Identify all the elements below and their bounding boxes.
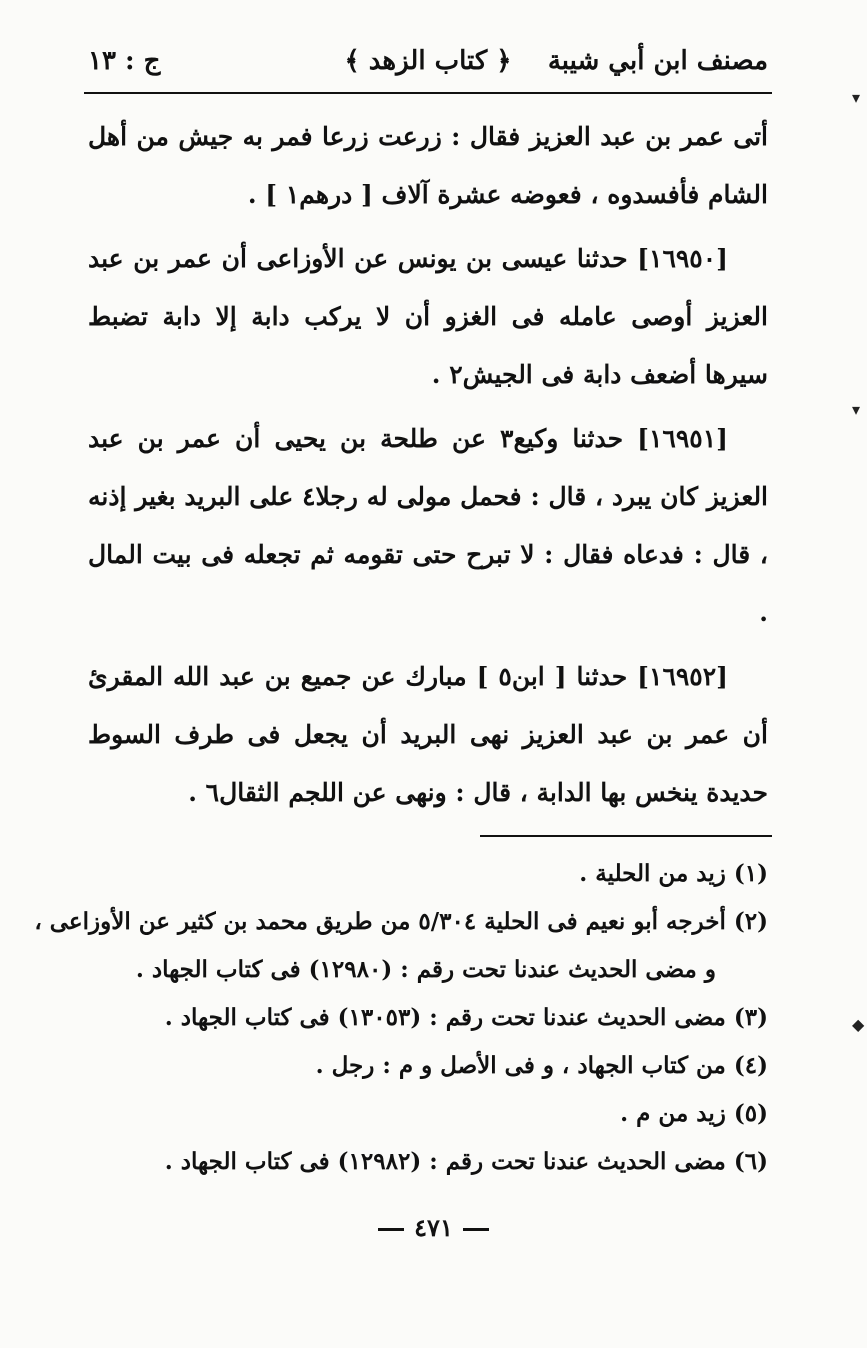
footnote-2: (٢) أخرجه أبو نعيم فى الحلية ٥/٣٠٤ من طريق محمد بن كثير عن الأوزاعى ، (34, 908, 768, 935)
margin-mark: ◆ (852, 1015, 865, 1034)
hadith-16952: [١٦٩٥٢] حدثنا [ ابن٥ ] مبارك عن جميع بن عبد الله المقرئ أن عمر بن عبد العزيز نهى البريد أن يجعل فى طرف السوط حديدة ينخس بها الدابة ، قال : ونهى عن اللجم الثقال٦ . (88, 662, 768, 807)
footnote-4: (٤) من كتاب الجهاد ، و فى الأصل و م : رجل . (315, 1052, 768, 1079)
page-number (0, 1213, 867, 1242)
footnote-2-continued: و مضى الحديث عندنا تحت رقم : (١٢٩٨٠) فى كتاب الجهاد . (135, 956, 716, 983)
page-number-value: ٤٧١ (414, 1213, 453, 1242)
footnote-6: (٦) مضى الحديث عندنا تحت رقم : (١٢٩٨٢) فى كتاب الجهاد . (164, 1148, 768, 1175)
running-header (88, 36, 768, 86)
footnote-rule (480, 835, 772, 837)
hadith-16950: [١٦٩٥٠] حدثنا عيسى بن يونس عن الأوزاعى أن عمر بن عبد العزيز أوصى عامله فى الغزو أن لا يركب دابة إلا دابة تضبط سيرها أضعف دابة فى الجيش٢ . (88, 244, 768, 389)
hadith-16951: [١٦٩٥١] حدثنا وكيع٣ عن طلحة بن يحيى أن عمر بن عبد العزيز كان يبرد ، قال : فحمل مولى له رجلا٤ على البريد بغير إذنه ، قال : فدعاه فقال : لا تبرح حتى تقومه ثم تجعله فى بيت المال . (88, 424, 769, 627)
volume-number: ج : ١٣ (88, 46, 161, 76)
section-title: ﴿ كتاب الزهد ﴾ (344, 46, 512, 76)
footnote-5: (٥) زيد من م . (620, 1100, 768, 1127)
dash-right (463, 1228, 489, 1231)
margin-mark: ▾ (852, 400, 861, 419)
book-title: مصنف ابن أبي شيبة (547, 46, 768, 76)
margin-mark: ▾ (852, 88, 861, 107)
footnote-1: (١) زيد من الحلية . (579, 860, 768, 887)
header-rule (84, 92, 772, 94)
main-text (88, 108, 768, 828)
footnote-3: (٣) مضى الحديث عندنا تحت رقم : (١٣٠٥٣) فى كتاب الجهاد . (164, 1004, 768, 1031)
paragraph-continuation: أتى عمر بن عبد العزيز فقال : زرعت زرعا فمر به جيش من أهل الشام فأفسدوه ، فعوضه عشرة آلاف [ درهم١ ] . (88, 122, 768, 209)
dash-left (378, 1228, 404, 1231)
footnotes (34, 850, 768, 1186)
